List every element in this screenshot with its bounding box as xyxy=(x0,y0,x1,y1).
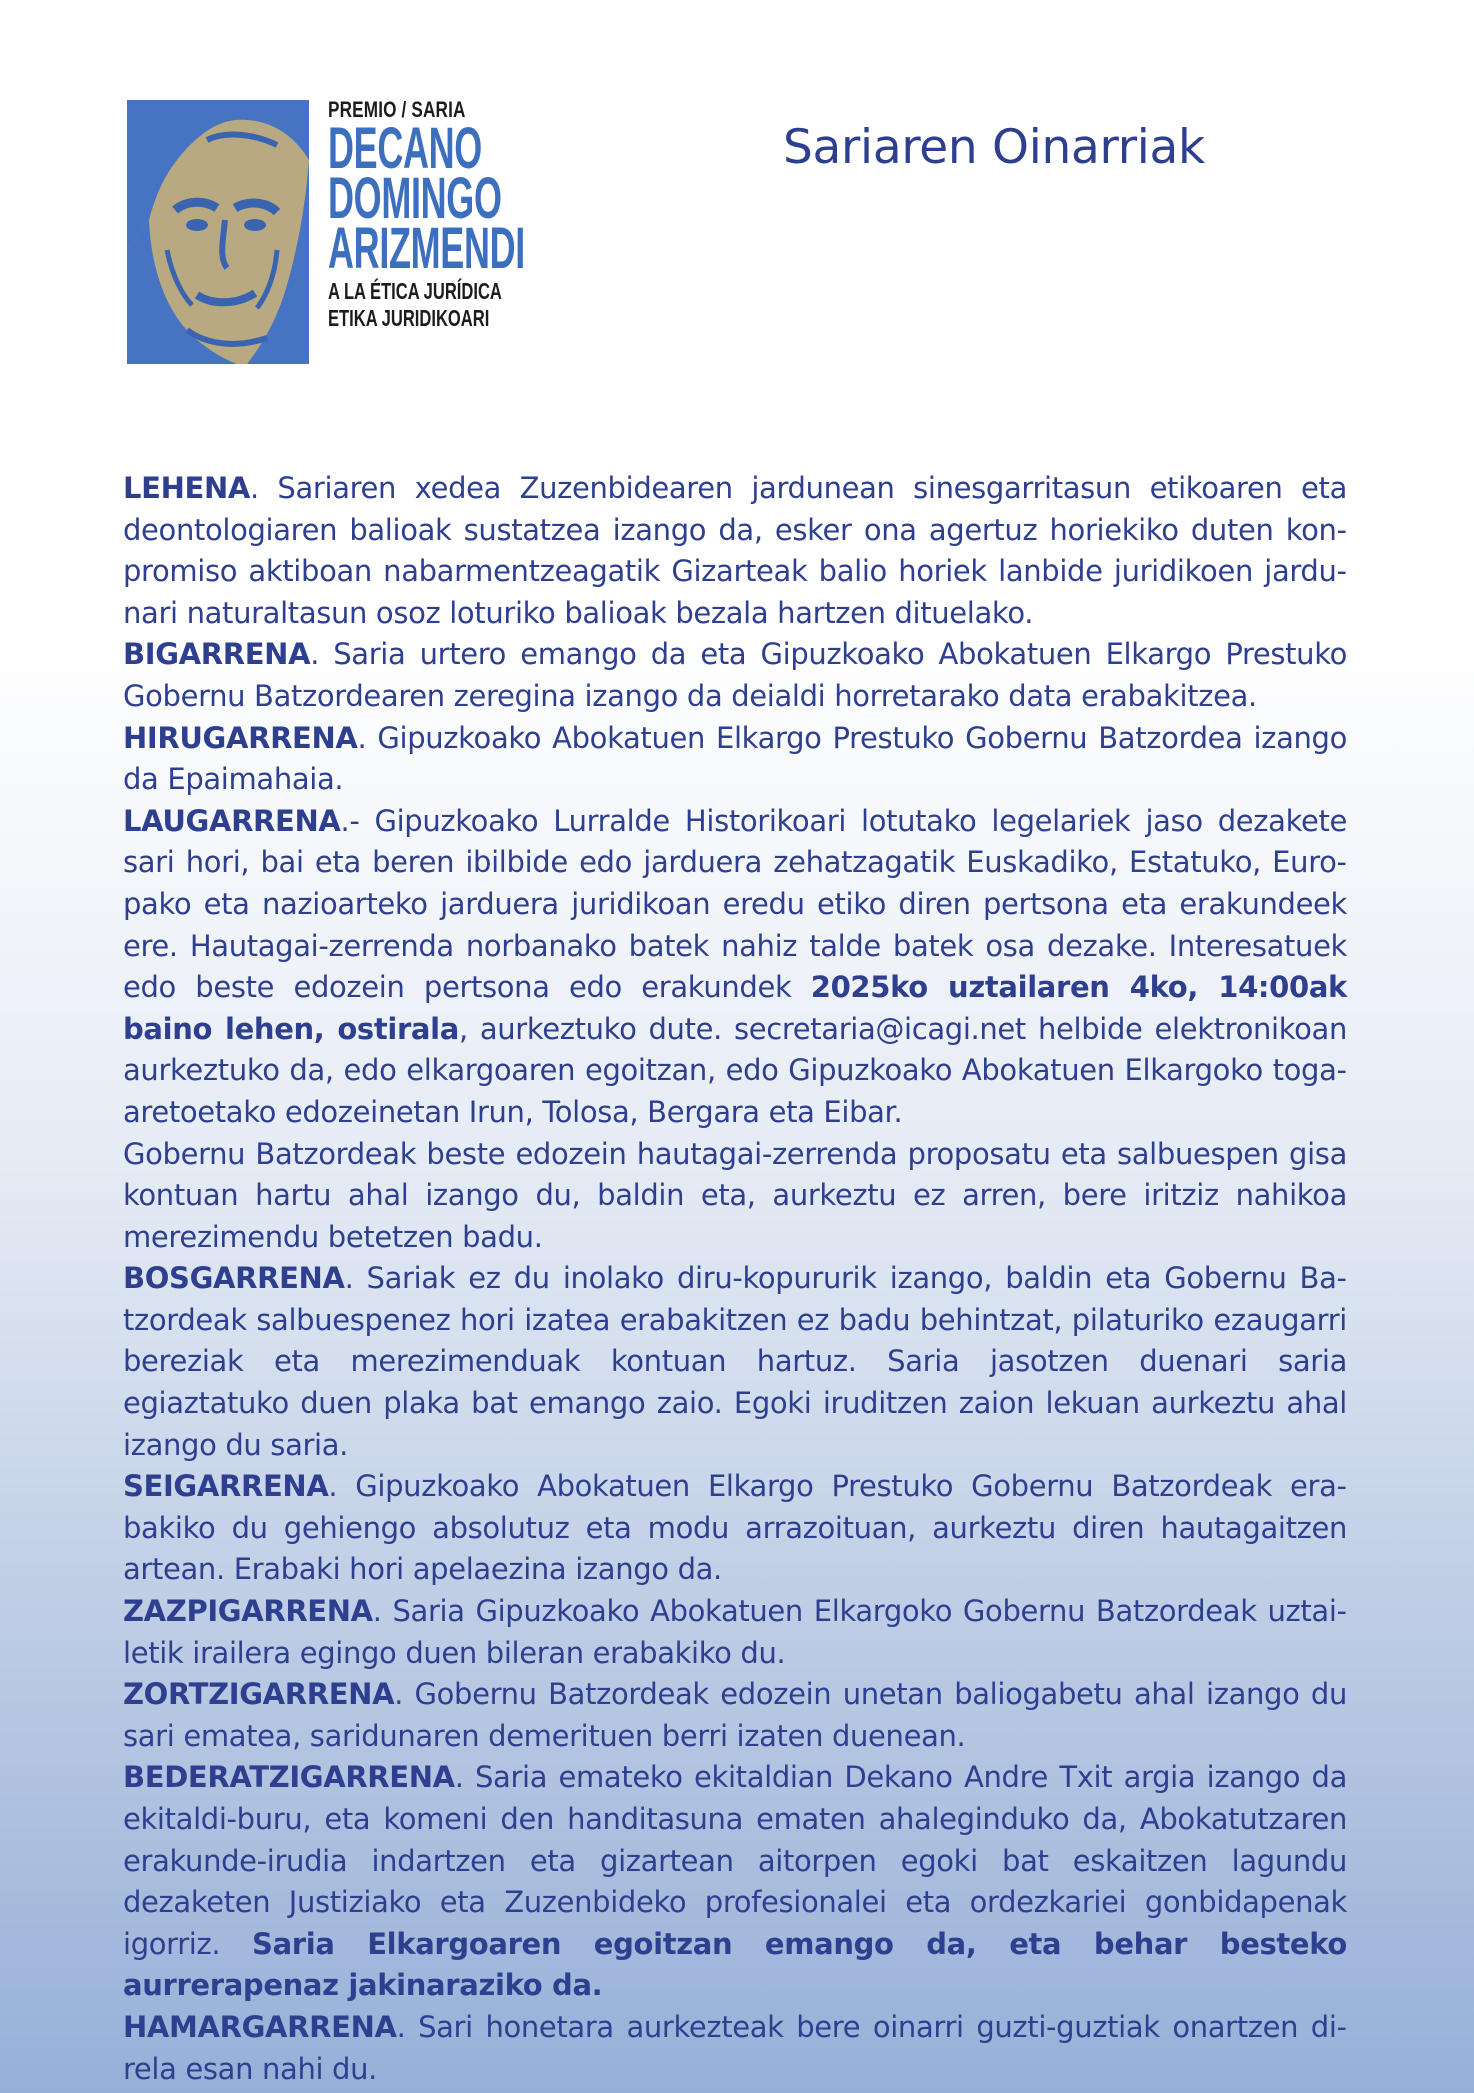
section-laugarrena-para2: Gobernu Batzordeak beste edozein hautagai-zerrenda proposatu eta salbuespen gisa kontuan hartu ahal izango du, baldin eta, aurkeztu ez arren, bere iritziz nahikoa merezimendu betetzen badu. xyxy=(123,1136,1347,1254)
section-label: HAMARGARRENA xyxy=(123,2009,397,2044)
section-zortzigarrena xyxy=(123,1674,1347,1757)
section-text: . Sari honetara aurkezteak bere oinarri guzti-guztiak onartzen direla esan nahi du. xyxy=(123,2009,1347,2086)
section-bosgarrena xyxy=(123,1258,1347,1466)
section-text: . Saria urtero emango da eta Gipuzkoako Abokatuen Elkargo Prestuko Gobernu Batzordearen zeregina izango da deialdi horretarako data erabakitzea. xyxy=(123,637,1347,713)
section-hirugarrena xyxy=(123,718,1347,801)
section-text: . Sariaren xedea Zuzenbidearen jardunean sinesgarritasun etikoaren eta deontologiaren balioak sustatzea izango da, esker ona agertuz horiekiko duten konpromiso aktiboan nabarmentzeagatik Gizarteak balio horiek lanbide juridikoen jardunari naturaltasun osoz loturiko balioak bezala hartzen dituelako. xyxy=(123,471,1347,630)
section-lehena xyxy=(123,468,1347,634)
section-text: . Sariak ez du inolako diru-kopururik izango, baldin eta Gobernu Batzordeak salbuespenez hori izatea erabakitzen ez badu behintzat, pilaturiko ezaugarri bereziak eta merezimenduak kontuan hartuz. Saria jasotzen duenari saria egiaztatuko duen plaka bat emango zaio. Egoki iruditzen zaion lekuan aurkeztu ahal izango du saria. xyxy=(123,1261,1347,1462)
section-label: HIRUGARRENA xyxy=(123,720,358,755)
section-text: . Saria Gipuzkoako Abokatuen Elkargoko Gobernu Batzordeak uztailetik irailera egingo duen bileran erabakiko du. xyxy=(123,1594,1347,1670)
section-text: . Gipuzkoako Abokatuen Elkargo Prestuko Gobernu Batzordea izango da Epaimahaia. xyxy=(123,720,1347,797)
award-logo xyxy=(127,98,567,368)
section-label: SEIGARRENA xyxy=(123,1469,329,1504)
section-text: .- Gipuzkoako Lurralde Historikoari lotutako legelariek jaso dezakete sari hori, bai eta beren ibilbide edo jarduera zehatzagatik Euskadiko, Estatuko, Europako eta nazioarteko jarduera juridikoan eredu etiko diren pertsona eta erakundeek ere. Hautagai-zerrenda norbanako batek nahiz talde batek osa dezake. Interesatuek edo beste edozein pertsona edo erakundek xyxy=(123,803,1347,1005)
section-bigarrena xyxy=(123,634,1347,717)
logo-subtitle-2: ETIKA JURIDIKOARI xyxy=(328,305,490,331)
section-zazpigarrena xyxy=(123,1591,1347,1674)
section-label: ZAZPIGARRENA xyxy=(123,1594,373,1629)
logo-premio: PREMIO / SARIA xyxy=(328,97,466,122)
section-label: BOSGARRENA xyxy=(123,1261,345,1296)
section-label: BIGARRENA xyxy=(123,637,311,672)
portrait-image xyxy=(127,100,309,364)
section-label: LEHENA xyxy=(123,471,250,505)
document-body xyxy=(123,468,1347,2090)
venue-notice: Saria Elkargoaren egoitzan emango da, eta behar besteko aurrerapenaz jakinaraziko da. xyxy=(123,1926,1347,2003)
section-label: ZORTZIGARRENA xyxy=(123,1677,395,1712)
section-text: . Gobernu Batzordeak edozein unetan baliogabetu ahal izango du sari ematea, saridunaren demerituen berri izaten duenean. xyxy=(123,1677,1347,1753)
section-hamargarrena xyxy=(123,2007,1347,2090)
deadline-text: 2025ko uztailaren 4ko, 14:00ak baino lehen, ostirala xyxy=(123,970,1347,1046)
section-text: , aurkeztuko dute. secretaria@icagi.net helbide elektronikoan aurkeztuko da, edo elkargoaren egoitzan, edo Gipuzkoako Abokatuen Elkargoko togaaretoetako edozeinetan Irun, Tolosa, Bergara eta Eibar. xyxy=(123,1011,1347,1129)
logo-name-line-1: DECANO xyxy=(328,116,482,181)
section-label: BEDERATZIGARRENA xyxy=(123,1760,455,1795)
section-label: LAUGARRENA xyxy=(123,803,341,838)
logo-wordmark xyxy=(328,98,568,332)
section-text: . Saria emateko ekitaldian Dekano Andre Txit argia izango da ekitaldi-buru, eta komeni den handitasuna ematen ahaleginduko da, Abokatutzaren erakunde-irudia indartzen eta gizartean aitorpen egoki bat eskaitzen lagundu dezaketen Justiziako eta Zuzenbideko profesionalei eta ordezkariei gonbidapenak igorriz. xyxy=(123,1760,1347,1961)
section-seigarrena xyxy=(123,1466,1347,1591)
logo-name-line-3: ARIZMENDI xyxy=(328,216,525,281)
logo-subtitle-1: A LA ÉTICA JURÍDICA xyxy=(328,278,502,304)
page-title: Sariaren Oinarriak xyxy=(783,120,1205,175)
logo-name-line-2: DOMINGO xyxy=(328,166,502,231)
section-laugarrena xyxy=(123,801,1347,1134)
section-bederatzigarrena xyxy=(123,1757,1347,2007)
section-text: . Gipuzkoako Abokatuen Elkargo Prestuko Gobernu Batzordeak erabakiko du gehiengo absolutuz eta modu arrazoituan, aurkeztu diren hautagaitzen artean. Erabaki hori apelaezina izango da. xyxy=(123,1469,1347,1587)
